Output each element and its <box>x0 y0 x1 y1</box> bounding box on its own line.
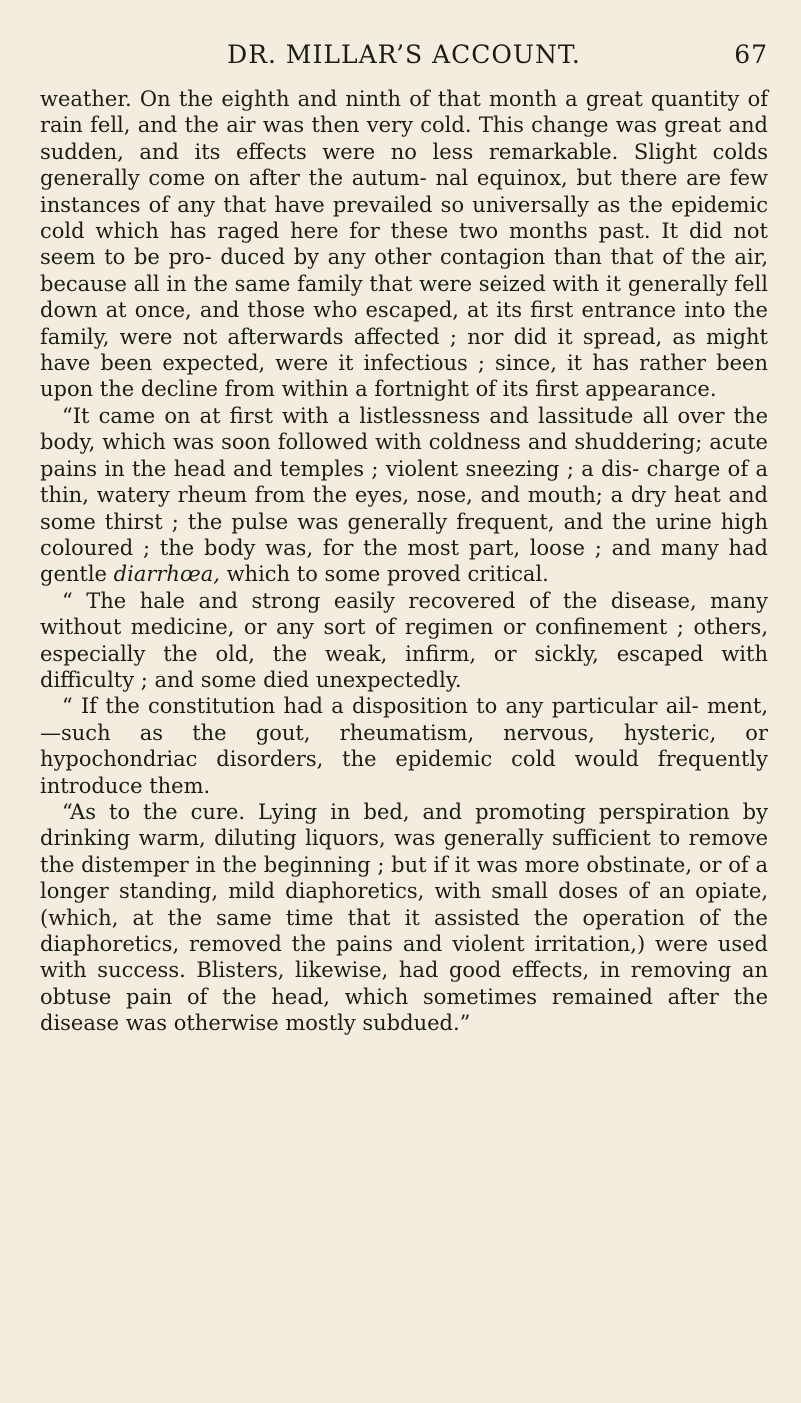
paragraph-3: “ The hale and strong easily recovered of the disease, many without medicine, or any sort of regimen or confinement ; others, especially the old, the weak, infirm, or sickly, escaped with difficulty ; and some died unexpectedly. <box>40 588 768 692</box>
page-number: 67 <box>734 40 768 69</box>
paragraph-2-italic-term: diarrhœa, <box>113 562 220 587</box>
paragraph-2-text-a: “It came on at first with a listlessness and lassitude all over the body, which was soon followed with coldness and shuddering; acute pains in the head and temples ; violent sneezing ; a dis- charge of a thin, watery rheum from the eyes, nose, and mouth; a dry heat and some thirst ; the pulse was generally frequent, and the urine high coloured ; the body was, for the most part, loose ; and many had gentle <box>40 403 768 587</box>
running-title: DR. MILLAR’S ACCOUNT. <box>227 40 581 69</box>
paragraph-2-text-b: which to some proved critical. <box>219 562 549 587</box>
paragraph-2 <box>40 403 768 588</box>
book-page <box>40 40 768 1037</box>
body-text <box>40 86 768 1037</box>
paragraph-5: “As to the cure. Lying in bed, and promoting perspiration by drinking warm, diluting liquors, was generally sufficient to remove the distemper in the beginning ; but if it was more obstinate, or of a longer standing, mild diaphoretics, with small doses of an opiate, (which, at the same time that it assisted the operation of the diaphoretics, removed the pains and violent irritation,) were used with success. Blisters, likewise, had good effects, in removing an obtuse pain of the head, which sometimes remained after the disease was otherwise mostly subdued.” <box>40 799 768 1036</box>
paragraph-4: “ If the constitution had a disposition to any particular ail- ment,—such as the gout, rheumatism, nervous, hysteric, or hypochondriac disorders, the epidemic cold would frequently introduce them. <box>40 694 768 798</box>
running-head <box>40 40 768 78</box>
paragraph-1: weather. On the eighth and ninth of that month a great quantity of rain fell, and the air was then very cold. This change was great and sudden, and its effects were no less remarkable. Slight colds generally come on after the autum- nal equinox, but there are few instances of any that have prevailed so universally as the epidemic cold which has raged here for these two months past. It did not seem to be pro- duced by any other contagion than that of the air, because all in the same family that were seized with it generally fell down at once, and those who escaped, at its first entrance into the family, were not afterwards affected ; nor did it spread, as might have been expected, were it infectious ; since, it has rather been upon the decline from within a fortnight of its first appearance. <box>40 87 768 402</box>
